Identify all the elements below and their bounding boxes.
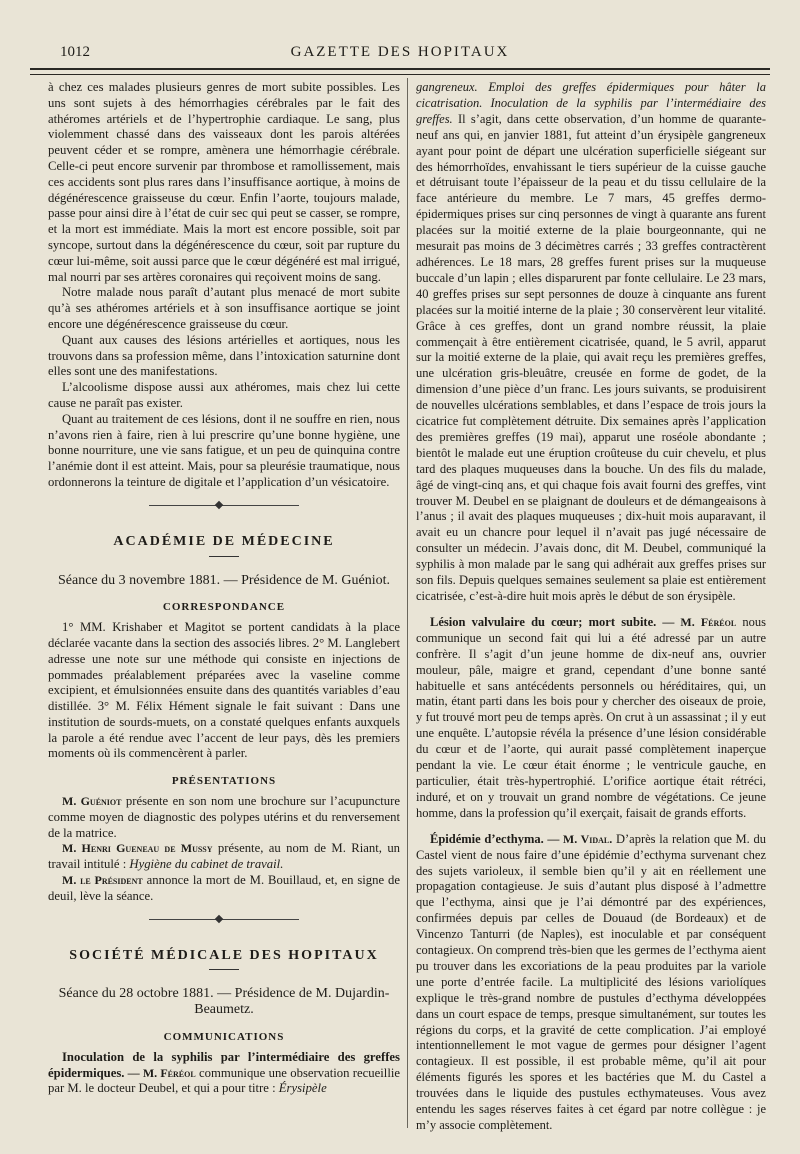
- article-lead: Lésion valvulaire du cœur; mort subite.: [430, 614, 657, 629]
- subheading-communications: COMMUNICATIONS: [163, 1031, 285, 1044]
- article-lead: Épidémie d’ecthyma.: [430, 831, 544, 846]
- speaker-name: M. Guéniot: [62, 794, 122, 809]
- speaker-name: M. Henri Gueneau de Mussy: [62, 841, 213, 856]
- paragraph: gangreneux. Emploi des greffes épidermiques pour hâter la cicatrisation. Inoculation de la syphilis par l’intermédiaire des greffes. Il s’agit, dans cette observation, d’un homme de quarante-neuf ans qui, en janvier 1881, fut atteint d’un érysipèle gangreneux ayant pour point de départ une ulcération superficielle siégeant sur des hémorrhoïdes, envahissant le tiers supérieur de la cuisse gauche et détruisant toute l’épaisseur de la peau et du tissu cellulaire de la face antérieure du membre. Le 7 mars, 45 greffes dermo-épidermiques prises sur cinq personnes de vingt à quarante ans furent placées sur la moitié externe de la plaie bourgeonnante, qui ne mesurait pas moins de 3 décimètres carrés ; 33 greffes contractèrent adhérences. Le 18 mars, 28 greffes furent prises sur la muqueuse buccale d’un lapin ; elles disparurent par fonte cellulaire. Le 23 mars, 40 greffes prises sur sept personnes de douze à cinquante ans furent placées sur la moitié interne de la plaie ; 30 conservèrent leur vitalité. Grâce à ces greffes, dont un grand nombre réussit, la plaie commençait à être entièrement cicatrisée, quand, le 5 avril, apparut sur la moitié externe de la plaie, qui avait reçu les premières greffes, une ulcération gris-bleuâtre, creusée en forme de godet, de la dimension d’une pièce d’un franc. Les jours suivants, se produisirent de nouvelles ulcérations semblables, et dans l’espace de trois jours la cicatrice fut complètement détruite. Dix semaines après l’application des premières greffes (19 mai), apparut une roséole abondante ; bientôt le malade eut une éruption croûteuse du cuir chevelu, et plus tard des plaques muqueuses dans la bouche. Un des fils du malade, âgé de vingt-cinq ans, et qui chaque fois avait fourni des greffes, vint trouver M. Deubel en se plaignant de douleurs et de démangeaisons à l’anus ; il avait des plaques muqueuses ; dix-huit mois auparavant, il avait eu un chancre pour lequel il n’avait pas jugé nécessaire de consulter un médecin. J’avais donc, dit M. Deubel, communiqué la syphilis à mon malade par le sang qui adhérait aux greffes prises sur son fils. Depuis quelques semaines seulement sa plaie est entièrement cicatrisée, c’est-à-dire huit mois après le début de son érysipèle.: [416, 80, 766, 603]
- page-header: [30, 44, 770, 64]
- short-rule: [209, 556, 239, 557]
- right-column: [416, 80, 766, 1134]
- paragraph: Inoculation de la syphilis par l’intermédiaire des greffes épidermiques. — M. Féréol communique une observation recueillie par M. le docteur Deubel, et qui a pour titre : Érysipèle: [48, 1049, 400, 1096]
- seance-line: Séance du 3 novembre 1881. — Présidence de M. Guéniot.: [57, 572, 391, 588]
- paragraph: Quant au traitement de ces lésions, dont il ne souffre en rien, nous n’avons rien à faire, rien à lui prescrire qu’une bonne hygiène, une bonne nourriture, une vie sans fatigue, et un peu de quinquina contre l’anémie dont il est atteint. Mais, pour sa pleurésie traumatique, nous ordonnerons la teinture de digitale et l’application d’un vésicatoire.: [48, 411, 400, 489]
- subheading-correspondance: CORRESPONDANCE: [162, 601, 286, 614]
- paragraph: 1° MM. Krishaber et Magitot se portent candidats à la place déclarée vacante dans la section des associés libres. 2° M. Langlebert adresse une note sur une méthode qui consiste en injections de pommades préalablement préparées avec la vaseline comme excipient, et émulsionnées ensuite dans des quantités variables d’eau distillée. 3° M. Félix Hément signale le fait suivant : Dans une institution de sourds-muets, on a constaté quelques enfants auxquels la parole a été rendue avec l’accent de leur pays, dès les premiers moments où ils commencèrent à parler.: [48, 620, 400, 761]
- journal-title: GAZETTE DES HOPITAUX: [290, 44, 510, 60]
- paragraph: Notre malade nous paraît d’autant plus menacé de mort subite qu’à ses athéromes artériels et à son insuffisance aortique se joint encore une dégénérescence graisseuse du cœur.: [48, 285, 400, 331]
- paragraph: Épidémie d’ecthyma. — M. Vidal. D’après la relation que M. du Castel vient de nous faire d’une épidémie d’ecthyma survenant chez des sujets varioleux, il semble bien qu’il y ait en réellement une propagation contagieuse. Je suis d’autant plus disposé à l’admettre que l’ecthyma, ainsi que je l’ai démontré par des expériences, confirmées depuis par celles de Douaud (de Bordeaux) et de Vincenzo Tanturri (de Naples), est inoculable et par conséquent contagieux. On comprend très-bien que les germes de l’ecthyma aient pu trouver dans les excoriations de la peau produites par la variole une porte d’entrée facile. La multiplicité des lésions variolíques explique le très-grand nombre de pustules d’ecthyma développées dans un court espace de temps, presque simultanément, sur toutes les régions du corps, et la gravité de cette complication. J’ai employé intentionnellement le mot vague de germes pour désigner l’agent contagieux. Il est possible, il est probable même, qu’il ait pour éléments figurés les spores et les bactéries que M. du Castel a trouvées dans le liquide des pustules ecthymateuses. Vous avez entendu les sages réserves faites à cet égard par notre collègue : je m’y associe complètement.: [416, 831, 766, 1132]
- header-rule-thin: [30, 74, 770, 75]
- header-rule-thick: [30, 68, 770, 70]
- left-column: [48, 80, 400, 1097]
- paragraph: Lésion valvulaire du cœur; mort subite. — M. Féréol nous communique un second fait qui lui a été adressé par un autre confrère. Il s’agit d’un jeune homme de dix-neuf ans, ouvrier mouleur, pâle, maigre et grand, cependant d’une bonne santé habituelle et sans antécédents personnels ou héréditaires, qui, un matin, étant parti dans les bois pour y chercher des oiseaux de proie, y fut trouvé mort peu de temps après. On crut à un assassinat ; il y eut une enquête. L’autopsie révéla la présence d’une lésion considérable du cœur et de l’aorte, qui aurait passé complètement inaperçue pendant la vie. Le cœur était énorme ; le ventricule gauche, en particulier, était très-hypertrophié. L’orifice aortique était rétréci, induré, et on y trouvait un grand nombre de végétations. Ce jeune homme, dans la profession qu’il exerçait, faisait de grands efforts.: [416, 614, 766, 820]
- paragraph: M. Henri Gueneau de Mussy présente, au nom de M. Riant, un travail intitulé : Hygiène du cabinet de travail.: [48, 841, 401, 872]
- section-divider: [149, 919, 299, 922]
- paragraph: Quant aux causes des lésions artérielles et aortiques, nous les trouvons dans sa profession même, dans l’intoxication saturnine dont elles sont une des manifestations.: [48, 332, 400, 379]
- short-rule: [209, 969, 239, 970]
- column-separator: [407, 78, 408, 1128]
- section-title-societe: SOCIÉTÉ MÉDICALE DES HOPITAUX: [69, 947, 379, 963]
- subheading-presentations: PRÉSENTATIONS: [171, 775, 277, 788]
- paragraph: à chez ces malades plusieurs genres de mort subite possibles. Les uns sont sujets à des hémorrhagies cérébrales par le fait des athéromes artériels et de l’hypertrophie cardiaque. Le sang, plus violemment chassé dans des vaisseaux dont les parois altérées peuvent céder et se rompre, amènera une hémorrhagie cérébrale. Celle-ci peut encore survenir par thrombose et ramollissement, mais ces accidents sont plus rares dans l’insuffisance aortique, à moins de dégénérescence graisseuse du cœur. Enfin l’aorte, toujours malade, passe pour ainsi dire à l’état de cuir sec qui peut se casser, se rompre, et la mort est immédiate. Mais la mort est encore possible, soit par syncope, surtout dans la dégénérescence du cœur, soit par rupture du cœur lui-même, soit aussi parce que le cœur dégénéré est mal irrigué, mal nourri par ses artères coronaires qui reçoivent moins de sang.: [48, 80, 400, 284]
- page-number: 1012: [60, 44, 90, 60]
- section-title-academie: ACADÉMIE DE MÉDECINE: [113, 533, 335, 549]
- section-divider: [149, 505, 299, 508]
- speaker-name: M. le Président: [62, 873, 143, 888]
- article-lead: Inoculation de la syphilis par l’intermédiaire des greffes épidermiques.: [48, 1049, 400, 1080]
- seance-line: Séance du 28 octobre 1881. — Présidence de M. Dujardin-Beaumetz.: [58, 986, 390, 1018]
- paragraph: M. le Président annonce la mort de M. Bouillaud, et, en signe de deuil, lève la séance.: [48, 873, 401, 903]
- paragraph: M. Guéniot présente en son nom une brochure sur l’acupuncture comme moyen de diagnostic des polypes utérins et du renversement de la matrice.: [48, 794, 400, 840]
- paragraph: L’alcoolisme dispose aussi aux athéromes, mais chez lui cette cause ne paraît pas exister.: [48, 380, 400, 410]
